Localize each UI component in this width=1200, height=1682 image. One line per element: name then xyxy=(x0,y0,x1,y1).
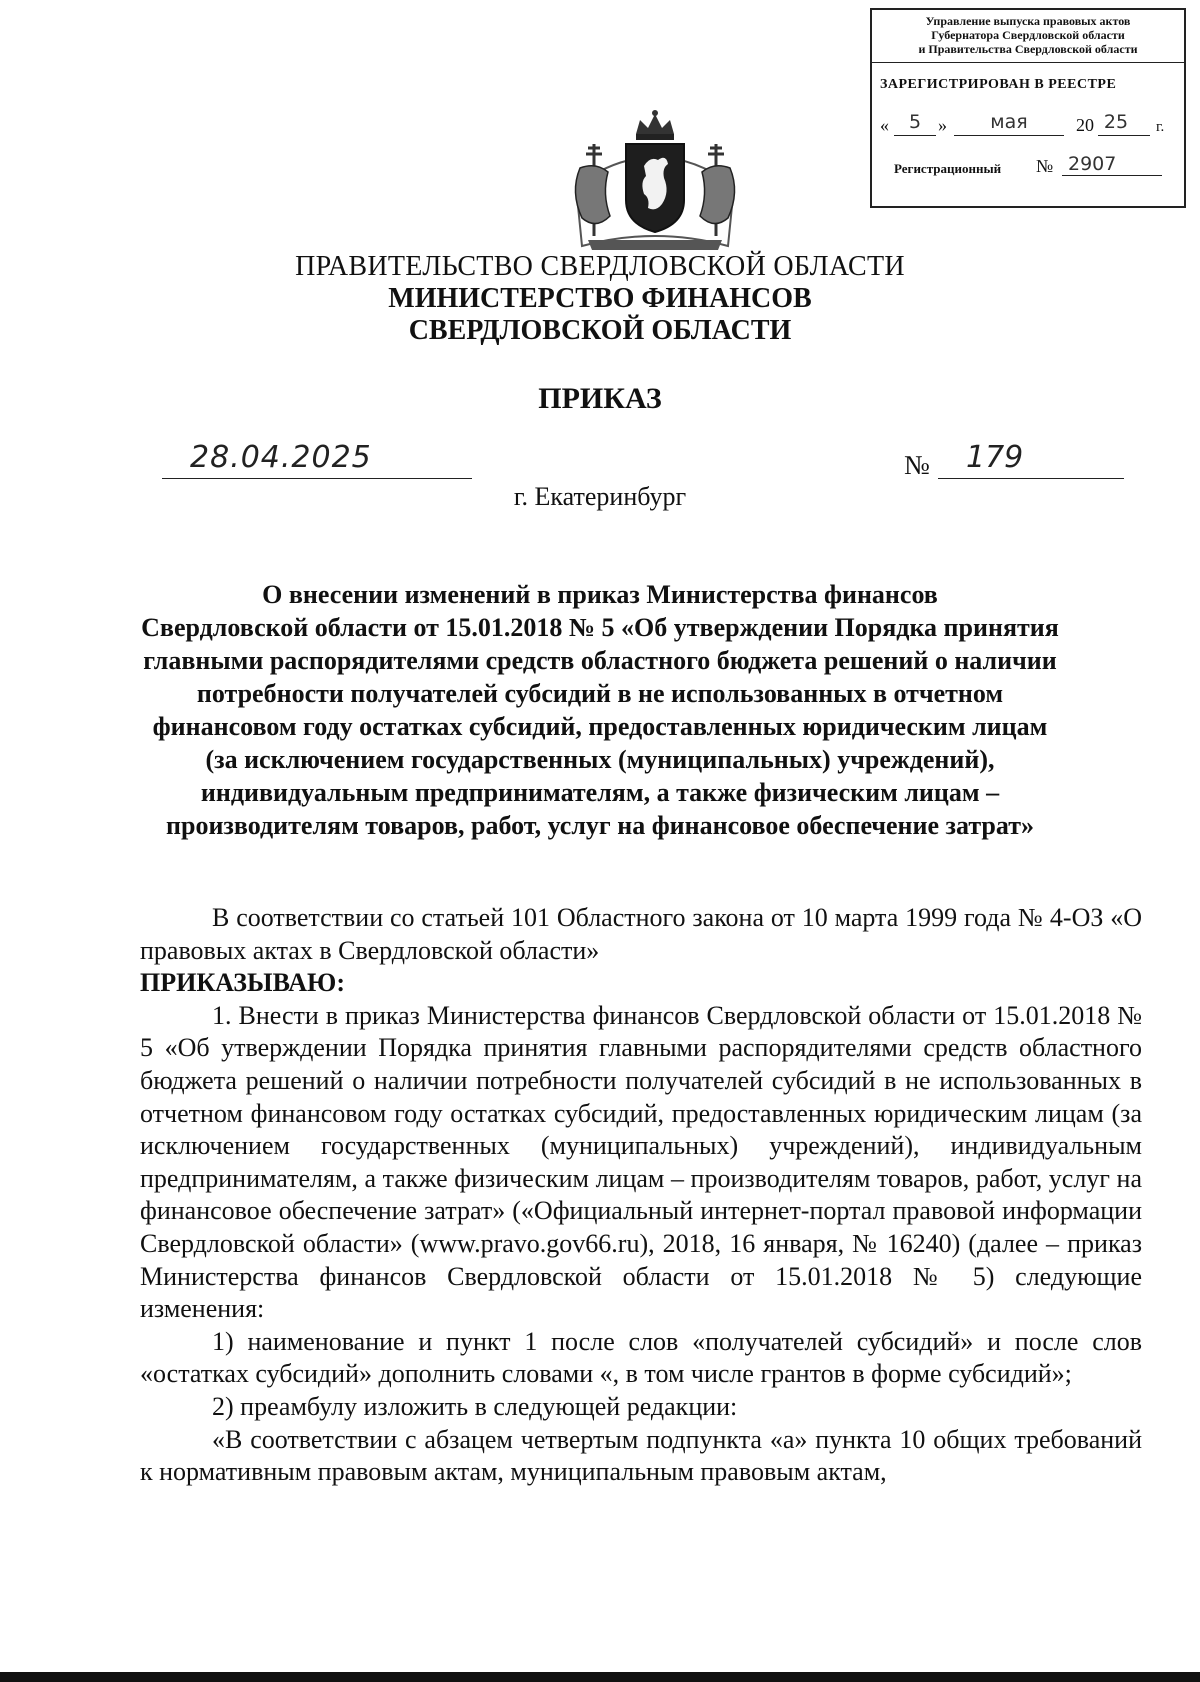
title-line: потребности получателей субсидий в не использованных в отчетном xyxy=(196,679,1004,708)
document-date: 28.04.2025 xyxy=(190,440,372,475)
stamp-date xyxy=(872,111,1184,141)
item-1-1-paragraph: 1) наименование и пункт 1 после слов «получателей субсидий» и после слов «остатках субсидий» дополнить словами «, в том числе грантов в форме субсидий»; xyxy=(140,1326,1142,1389)
stamp-close-quote: » xyxy=(938,115,947,135)
coat-of-arms-icon xyxy=(558,108,752,252)
item-1-2-paragraph: 2) преамбулу изложить в следующей редакции: xyxy=(212,1391,738,1421)
item-1-paragraph: 1. Внести в приказ Министерства финансов Свердловской области от 15.01.2018 № 5 «Об утверждении Порядка принятия главными распорядителями средств областного бюджета решений о наличии потребности получателей субсидий в не использованных в отчетном финансовом году остатках субсидий, предоставленных юридическим лицам (за исключением государственных (муниципальных) учреждений), индивидуальным предпринимателям, а также физическим лицам – производителям товаров, работ, услуг на финансовое обеспечение затрат» («Официальный интернет-портал правовой информации Свердловской области» (www.pravo.gov66.ru), 2018, 16 января, № 16240) (далее – приказ Министерства финансов Свердловской области от 15.01.2018 № 5) следующие изменения: xyxy=(140,1000,1142,1324)
ministry-title: МИНИСТЕРСТВО ФИНАНСОВ xyxy=(388,283,812,314)
document-title xyxy=(120,578,1080,842)
stamp-day: 5 xyxy=(908,111,922,133)
title-line: главными распорядителями средств областного бюджета решений о наличии xyxy=(143,646,1057,675)
stamp-year-unit: г. xyxy=(1156,119,1165,135)
document-type: ПРИКАЗ xyxy=(538,382,662,415)
city: г. Екатеринбург xyxy=(513,482,687,511)
region-title: СВЕРДЛОВСКОЙ ОБЛАСТИ xyxy=(408,315,792,346)
stamp-header-line: Управление выпуска правовых актов xyxy=(925,14,1131,28)
preamble-paragraph: В соответствии со статьей 101 Областного закона от 10 марта 1999 года № 4-ОЗ «О правовых актах в Свердловской области» xyxy=(140,903,1142,965)
number-sign: № xyxy=(904,450,930,480)
government-title: ПРАВИТЕЛЬСТВО СВЕРДЛОВСКОЙ ОБЛАСТИ xyxy=(295,251,905,282)
title-line: О внесении изменений в приказ Министерства финансов xyxy=(262,580,938,609)
title-line: финансовом году остатках субсидий, предоставленных юридическим лицам xyxy=(152,712,1048,741)
document-number: 179 xyxy=(966,440,1024,475)
title-line: (за исключением государственных (муниципальных) учреждений), xyxy=(205,745,995,774)
stamp-year-prefix: 20 xyxy=(1076,115,1094,135)
stamp-month: мая xyxy=(990,111,1028,133)
scan-edge xyxy=(0,1672,1200,1682)
title-line: Свердловской области от 15.01.2018 № 5 «Об утверждении Порядка принятия xyxy=(141,613,1059,642)
title-line: индивидуальным предпринимателям, а также физическим лицам – xyxy=(200,778,1000,807)
stamp-number: 2907 xyxy=(1062,153,1162,176)
item-1-2-text-paragraph: «В соответствии с абзацем четвертым подпункта «а» пункта 10 общих требований к нормативным правовым актам, муниципальным правовым актам, xyxy=(140,1424,1142,1487)
document-body xyxy=(140,902,1142,1489)
stamp-number-sign: № xyxy=(1036,156,1054,176)
stamp-number-row xyxy=(872,151,1184,181)
stamp-header xyxy=(872,10,1184,63)
stamp-open-quote: « xyxy=(880,115,889,135)
stamp-registered-label: ЗАРЕГИСТРИРОВАН В РЕЕСТРЕ xyxy=(880,77,1117,92)
stamp-header-line: Губернатора Свердловской области xyxy=(931,28,1125,42)
order-word: ПРИКАЗЫВАЮ: xyxy=(140,968,345,998)
registration-stamp xyxy=(870,8,1186,208)
title-line: производителям товаров, работ, услуг на финансовое обеспечение затрат» xyxy=(166,811,1034,840)
stamp-number-label: Регистрационный xyxy=(894,161,1002,176)
stamp-year: 25 xyxy=(1103,111,1129,133)
stamp-header-line: и Правительства Свердловской области xyxy=(918,42,1138,56)
